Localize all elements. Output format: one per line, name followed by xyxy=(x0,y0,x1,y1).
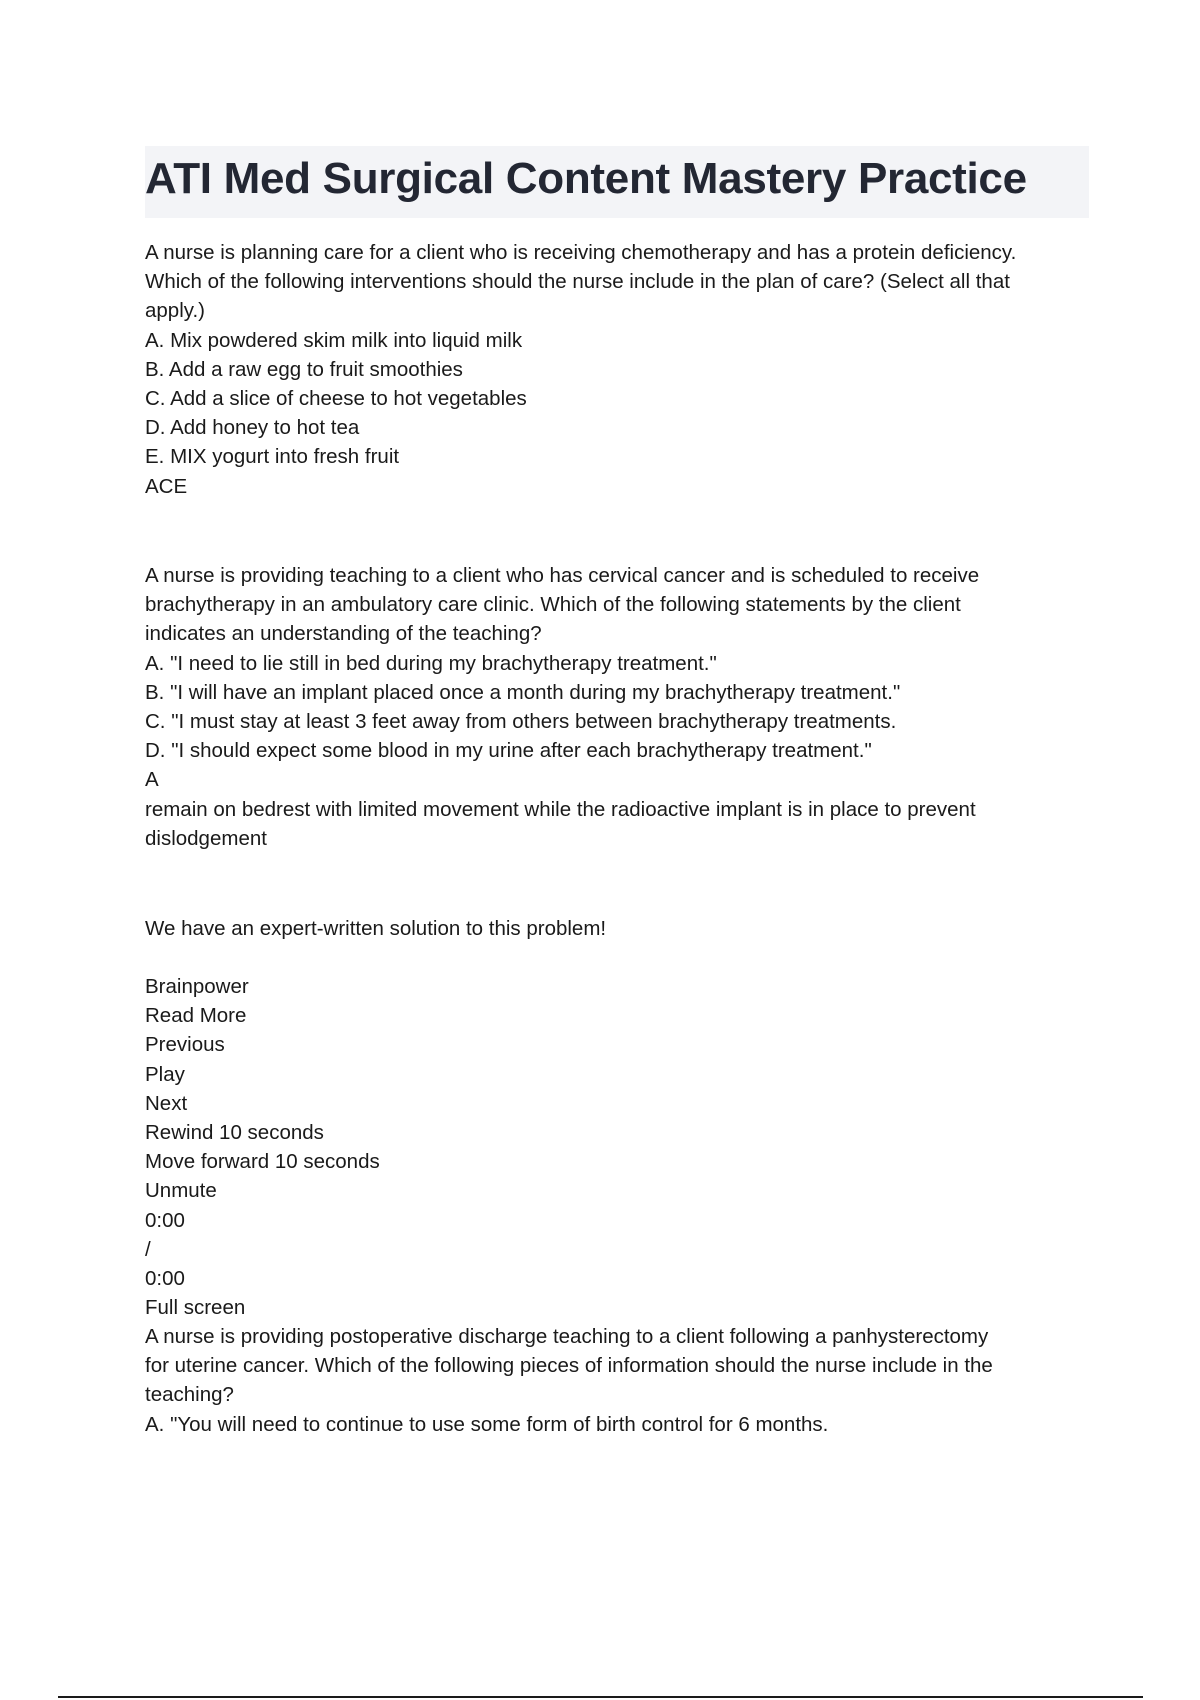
time-separator: / xyxy=(145,1237,151,1261)
question-2-option-d: D. "I should expect some blood in my urine after each brachytherapy treatment." xyxy=(145,739,872,763)
question-2-stem-line-2: brachytherapy in an ambulatory care clinic. Which of the following statements by the client xyxy=(145,593,961,617)
question-2-rationale-line-1: remain on bedrest with limited movement while the radioactive implant is in place to prevent xyxy=(145,797,976,821)
current-time: 0:00 xyxy=(145,1208,185,1232)
read-more-link[interactable]: Read More xyxy=(145,1004,247,1028)
question-1-answer: ACE xyxy=(145,474,188,498)
question-2-answer: A xyxy=(145,768,159,792)
page-title: ATI Med Surgical Content Mastery Practice xyxy=(145,146,1089,218)
next-button[interactable]: Next xyxy=(145,1091,188,1115)
question-2-option-b: B. "I will have an implant placed once a month during my brachytherapy treatment." xyxy=(145,680,901,704)
question-3-stem-line-3: teaching? xyxy=(145,1383,234,1407)
question-2-rationale-line-2: dislodgement xyxy=(145,826,267,850)
question-1-stem-line-1: A nurse is planning care for a client who is receiving chemotherapy and has a protein deficiency. xyxy=(145,241,1017,264)
brainpower-label: Brainpower xyxy=(145,975,249,998)
question-3-option-a: A. "You will need to continue to use some form of birth control for 6 months. xyxy=(145,1412,829,1436)
question-1-stem-line-2: Which of the following interventions should the nurse include in the plan of care? (Select all that xyxy=(145,270,1010,294)
duration-time: 0:00 xyxy=(145,1267,185,1291)
previous-button[interactable]: Previous xyxy=(145,1033,225,1057)
question-3 xyxy=(145,1322,1095,1439)
question-2-stem-line-1: A nurse is providing teaching to a client who has cervical cancer and is scheduled to receive xyxy=(145,564,980,587)
question-2-option-c: C. "I must stay at least 3 feet away from others between brachytherapy treatments. xyxy=(145,710,897,734)
question-1-option-a: A. Mix powdered skim milk into liquid milk xyxy=(145,328,523,352)
question-1 xyxy=(145,238,1095,501)
question-1-option-d: D. Add honey to hot tea xyxy=(145,416,360,440)
question-1-stem-line-3: apply.) xyxy=(145,299,206,323)
question-3-stem-line-2: for uterine cancer. Which of the following pieces of information should the nurse include in the xyxy=(145,1354,993,1378)
question-1-option-e: E. MIX yogurt into fresh fruit xyxy=(145,445,400,469)
unmute-button[interactable]: Unmute xyxy=(145,1179,217,1203)
question-2 xyxy=(145,561,1095,853)
audio-player xyxy=(145,972,1095,1322)
full-screen-button[interactable]: Full screen xyxy=(145,1296,246,1320)
play-button[interactable]: Play xyxy=(145,1062,185,1086)
question-2-stem-line-3: indicates an understanding of the teaching? xyxy=(145,622,542,646)
question-1-option-c: C. Add a slice of cheese to hot vegetables xyxy=(145,387,527,411)
forward-10-button[interactable]: Move forward 10 seconds xyxy=(145,1150,380,1174)
expert-solution-notice xyxy=(145,914,1095,943)
question-3-stem-line-1: A nurse is providing postoperative discharge teaching to a client following a panhysterectomy xyxy=(145,1325,989,1348)
rewind-10-button[interactable]: Rewind 10 seconds xyxy=(145,1121,324,1145)
question-1-option-b: B. Add a raw egg to fruit smoothies xyxy=(145,357,463,381)
footer-divider xyxy=(58,1696,1143,1698)
expert-solution-text: We have an expert-written solution to this problem! xyxy=(145,917,607,940)
question-2-option-a: A. "I need to lie still in bed during my brachytherapy treatment." xyxy=(145,651,717,675)
